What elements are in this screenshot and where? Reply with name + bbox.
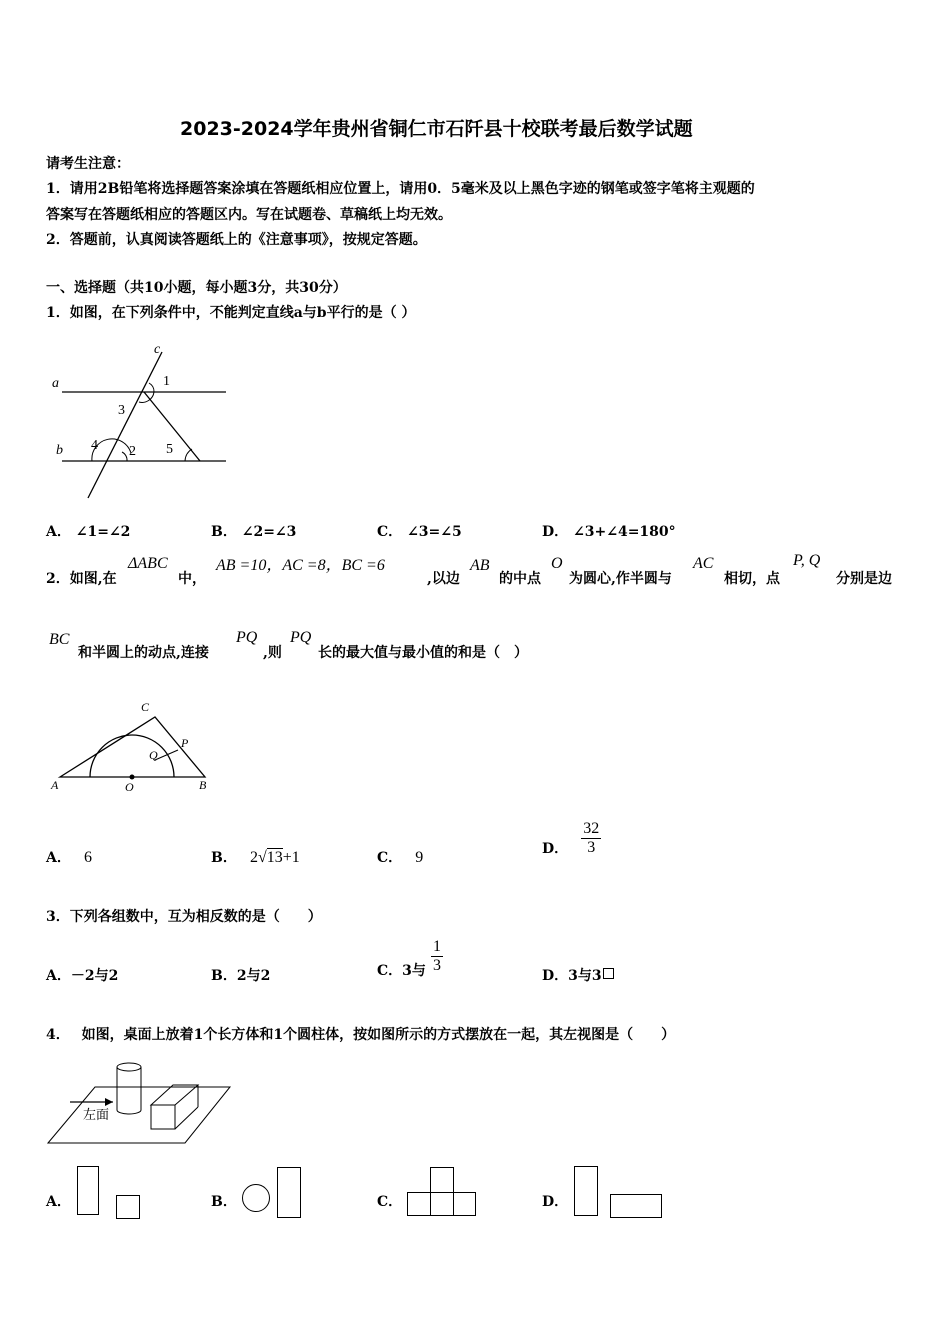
q2-option-a-value: 6	[83, 849, 92, 866]
q3-option-b[interactable]: B．2与2	[211, 968, 271, 984]
q2-option-b-tail: +1	[282, 849, 300, 866]
q2-triangle: ΔABC	[128, 555, 168, 572]
q2-option-c-value: 9	[415, 849, 424, 866]
q2-option-b-radicand: 13	[266, 849, 283, 866]
q1-option-c-text: ∠3=∠5	[407, 524, 462, 540]
square-shape	[116, 1195, 140, 1219]
q4-option-c-key[interactable]: C．	[377, 1194, 403, 1210]
q2-stem-part7: 分别是边	[836, 571, 892, 587]
q2-stem-part1: 2．如图,在	[46, 571, 117, 587]
q2-option-b-coef: 2	[249, 849, 258, 866]
q4-option-d-figure[interactable]	[572, 1164, 672, 1220]
q1-option-d-text: ∠3+∠4=180°	[573, 524, 676, 540]
q2-bc: BC	[49, 631, 70, 648]
q1-option-c[interactable]	[377, 521, 462, 541]
tall-rect-shape	[77, 1166, 99, 1215]
fig2-label-q: Q	[149, 748, 158, 762]
q2-pq-2: PQ	[290, 629, 312, 646]
q2-ab: AB	[470, 557, 490, 574]
fig1-label-c: c	[154, 342, 161, 357]
q2-stem-part6: 相切，点	[724, 571, 780, 587]
q1-option-d[interactable]	[542, 521, 676, 541]
fig1-label-4: 4	[91, 438, 98, 453]
q2-ac: AC	[693, 555, 714, 572]
question-1-stem: 1．如图，在下列条件中，不能判定直线a与b平行的是（ ）	[46, 305, 416, 321]
q4-option-b-key[interactable]: B．	[211, 1194, 237, 1210]
section-heading: 一、选择题（共10小题，每小题3分，共30分）	[46, 280, 347, 296]
fig4-label-left-face: 左面	[83, 1107, 110, 1122]
q2-o: O	[551, 555, 563, 572]
q2-stem-part2: 中，	[178, 571, 206, 587]
q3-option-c-fraction	[431, 938, 443, 975]
tall-rect-shape	[430, 1167, 454, 1216]
q1-option-b-key: B．	[211, 524, 237, 540]
q1-option-b[interactable]	[211, 521, 296, 541]
notice-heading: 请考生注意：	[46, 156, 130, 172]
q1-option-c-key: C．	[377, 524, 403, 540]
q4-option-b-figure[interactable]	[240, 1164, 310, 1220]
q2-pq-1: PQ	[236, 629, 258, 646]
q2-stem-part3: ,以边	[427, 571, 460, 587]
fig2-label-a: A	[51, 778, 59, 792]
q1-option-a-text: ∠1=∠2	[75, 524, 131, 540]
q3-option-c-denominator: 3	[432, 957, 441, 974]
fig1-label-5: 5	[166, 442, 173, 457]
q1-option-a[interactable]	[46, 521, 130, 541]
notice-line-1b: 答案写在答题纸相应的答题区内。写在试题卷、草稿纸上均无效。	[46, 207, 452, 223]
question-4-figure	[45, 1055, 235, 1150]
q2-stem-part4: 的中点	[499, 571, 541, 587]
q2-stem-part10: 长的最大值与最小值的和是（ ）	[318, 645, 528, 661]
circle-shape	[242, 1184, 270, 1212]
q2-option-d-fraction	[581, 820, 601, 857]
fig1-label-b: b	[56, 443, 63, 458]
sqrt-icon: √	[257, 849, 267, 866]
q2-option-c-key: C．	[377, 850, 403, 866]
q1-option-b-text: ∠2=∠3	[241, 524, 297, 540]
q2-option-d-denominator: 3	[587, 839, 596, 856]
q2-stem-part9: ,则	[263, 645, 282, 661]
q3-option-d[interactable]	[542, 965, 614, 985]
q4-option-a-figure[interactable]	[76, 1164, 146, 1220]
q2-option-b[interactable]	[211, 847, 300, 867]
wide-rect-shape	[610, 1194, 662, 1218]
q4-option-d-key[interactable]: D．	[542, 1194, 569, 1210]
q2-option-a-key: A．	[46, 850, 71, 866]
fig2-label-b: B	[199, 778, 207, 792]
q3-option-c-numerator: 1	[432, 938, 441, 955]
fig2-label-o: O	[125, 780, 134, 794]
notice-line-2: 2．答题前，认真阅读答题纸上的《注意事项》，按规定答题。	[46, 232, 427, 248]
fig2-label-p: P	[181, 736, 189, 750]
fig1-label-a: a	[52, 376, 59, 391]
q2-stem-part5: 为圆心,作半圆与	[569, 571, 672, 587]
q3-option-c[interactable]	[377, 938, 443, 979]
q3-option-c-text: C．3与	[377, 963, 426, 979]
broken-glyph-icon	[603, 968, 614, 979]
page-title: 2023-2024学年贵州省铜仁市石阡县十校联考最后数学试题	[180, 118, 693, 140]
q2-option-c[interactable]	[377, 847, 423, 867]
q2-option-d-key: D．	[542, 841, 569, 857]
fig2-label-c: C	[141, 700, 150, 714]
q2-option-d-numerator: 32	[583, 820, 600, 837]
q3-option-d-text: D．3与3	[542, 968, 602, 984]
fig1-label-2: 2	[129, 444, 136, 459]
question-2-figure	[45, 695, 215, 795]
q2-side-lengths: AB =10，AC =8，BC =6	[216, 557, 385, 574]
question-1-figure	[50, 340, 240, 505]
notice-line-1a: 1．请用2B铅笔将选择题答案涂填在答题纸相应位置上，请用0．5毫米及以上黑色字迹的钢笔或签字笔将主观题的	[46, 181, 755, 197]
q2-option-b-key: B．	[211, 850, 237, 866]
q3-option-a[interactable]: A．－2与2	[46, 968, 119, 984]
q2-pq-points: P, Q	[793, 552, 821, 569]
tall-rect-shape	[574, 1166, 598, 1216]
question-3-stem: 3．下列各组数中，互为相反数的是（ ）	[46, 909, 322, 925]
q1-option-a-key: A．	[46, 524, 71, 540]
fig1-label-1: 1	[163, 374, 170, 389]
q2-option-a[interactable]	[46, 847, 92, 867]
q1-option-d-key: D．	[542, 524, 569, 540]
q2-stem-part8: 和半圆上的动点,连接	[78, 645, 209, 661]
q2-option-d[interactable]	[542, 820, 601, 857]
q4-option-c-figure[interactable]	[406, 1164, 482, 1220]
fig1-label-3: 3	[118, 403, 125, 418]
q4-option-a-key[interactable]: A．	[46, 1194, 71, 1210]
question-4-stem: 4． 如图，桌面上放着1个长方体和1个圆柱体，按如图所示的方式摆放在一起，其左视图是（ ）	[46, 1027, 676, 1043]
tall-rect-shape	[277, 1167, 301, 1218]
